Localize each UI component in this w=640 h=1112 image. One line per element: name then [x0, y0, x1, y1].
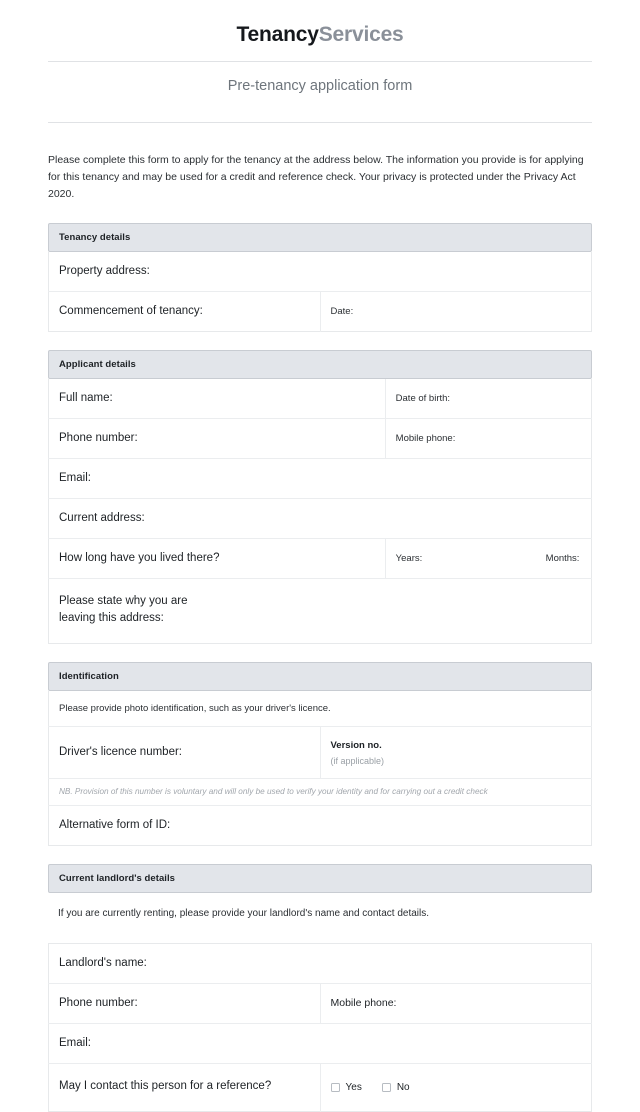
table-row: [49, 805, 592, 845]
section-tenancy-details: [48, 223, 592, 332]
identification-table: [48, 691, 592, 846]
checkbox-no[interactable]: [382, 1081, 410, 1094]
checkbox-no-label: No: [396, 1081, 410, 1093]
table-row: [49, 726, 592, 778]
text-nb-note: NB. Provision of this number is voluntary and will only be used to verify your identity and for carrying out a credit check: [59, 786, 488, 796]
cell-alternative-id[interactable]: [49, 805, 592, 845]
intro-paragraph: Please complete this form to apply for the tenancy at the address below. The information you provide is for applying for this tenancy and may be used for a credit and reference check. Your privacy is protected under the Privacy Act 2020.: [48, 153, 584, 200]
cell-landlord-email[interactable]: [49, 1023, 592, 1063]
label-email: Email:: [59, 471, 91, 484]
cell-nb-note: [49, 778, 592, 805]
section-header-applicant-details: Applicant details: [48, 350, 592, 379]
cell-why-leaving[interactable]: [49, 578, 592, 643]
label-property-address: Property address:: [59, 264, 150, 277]
table-row: [49, 252, 592, 292]
applicant-details-table: [48, 379, 592, 644]
table-row: [49, 691, 592, 727]
landlord-details-table: [48, 943, 592, 1112]
section-header-landlord-details: Current landlord's details: [48, 864, 592, 893]
table-row: [49, 1063, 592, 1111]
section-header-identification: Identification: [48, 662, 592, 691]
label-version-note: (if applicable): [330, 755, 385, 766]
table-row: [49, 458, 592, 498]
cell-landlord-phone[interactable]: [49, 983, 321, 1023]
section-header-tenancy-details: Tenancy details: [48, 223, 592, 252]
table-row: [49, 418, 592, 458]
label-landlord-name: Landlord's name:: [59, 956, 147, 969]
label-mobile-phone: Mobile phone:: [395, 432, 456, 444]
cell-may-contact: [49, 1063, 321, 1111]
checkbox-yes-label: Yes: [345, 1081, 362, 1093]
label-how-long: How long have you lived there?: [59, 551, 220, 564]
divider-under-title: [48, 122, 592, 123]
years-months-group: [386, 539, 591, 578]
cell-date-of-birth[interactable]: [385, 379, 591, 419]
cell-landlord-name[interactable]: [49, 943, 592, 983]
label-years: Years:: [395, 552, 423, 564]
label-landlord-phone: Phone number:: [59, 996, 138, 1009]
table-row: [49, 778, 592, 805]
label-commencement: Commencement of tenancy:: [59, 304, 203, 317]
label-date: Date:: [330, 305, 354, 317]
label-landlord-email: Email:: [59, 1036, 91, 1049]
page-title: Pre-tenancy application form: [227, 78, 413, 94]
cell-version-no[interactable]: [320, 726, 592, 778]
table-row: [49, 379, 592, 419]
label-why-leaving: Please state why you are leaving this address:: [59, 594, 188, 624]
brand-name-primary: Tenancy: [236, 23, 319, 46]
cell-reference-checkboxes: [320, 1063, 592, 1111]
brand-name-secondary: Services: [318, 23, 404, 46]
cell-email[interactable]: [49, 458, 592, 498]
section-landlord-details: [48, 864, 592, 1112]
label-date-of-birth: Date of birth:: [395, 392, 451, 404]
label-version-no: Version no.: [330, 739, 382, 751]
masthead: [48, 0, 592, 48]
section-identification: [48, 662, 592, 846]
cell-property-address[interactable]: [49, 252, 592, 292]
text-id-instruction: Please provide photo identification, such as your driver's licence.: [59, 702, 331, 714]
cell-full-name[interactable]: [49, 379, 386, 419]
cell-years-months[interactable]: [385, 538, 591, 578]
cell-commencement[interactable]: [49, 291, 321, 331]
label-months: Months:: [545, 552, 580, 564]
text-landlord-instruction: If you are currently renting, please provide your landlord's name and contact details.: [58, 907, 430, 919]
label-landlord-mobile: Mobile phone:: [330, 996, 397, 1009]
table-row: [49, 538, 592, 578]
table-row: [49, 498, 592, 538]
label-full-name: Full name:: [59, 391, 113, 404]
label-alternative-id: Alternative form of ID:: [59, 818, 171, 831]
label-licence-number: Driver's licence number:: [59, 745, 182, 758]
table-row: [49, 943, 592, 983]
table-row: [49, 578, 592, 643]
label-current-address: Current address:: [59, 511, 145, 524]
version-no-group: [321, 727, 592, 778]
table-row: [49, 291, 592, 331]
cell-landlord-mobile[interactable]: [320, 983, 592, 1023]
tenancy-details-table: [48, 252, 592, 332]
cell-id-instruction: [49, 691, 592, 727]
section-applicant-details: [48, 350, 592, 644]
brand-logo: [48, 22, 592, 48]
cell-date[interactable]: [320, 291, 592, 331]
cell-current-address[interactable]: [49, 498, 592, 538]
cell-phone-number[interactable]: [49, 418, 386, 458]
label-phone-number: Phone number:: [59, 431, 138, 444]
checkbox-yes[interactable]: [331, 1081, 362, 1094]
table-row: [49, 983, 592, 1023]
spacer: [48, 931, 592, 943]
cell-licence-number[interactable]: [49, 726, 321, 778]
checkbox-yes-box[interactable]: [331, 1083, 340, 1092]
table-row: [49, 1023, 592, 1063]
cell-how-long: [49, 538, 386, 578]
checkbox-no-box[interactable]: [382, 1083, 391, 1092]
reference-checkbox-group: [321, 1070, 592, 1105]
cell-mobile-phone[interactable]: [385, 418, 591, 458]
label-may-contact: May I contact this person for a reference?: [59, 1079, 272, 1092]
